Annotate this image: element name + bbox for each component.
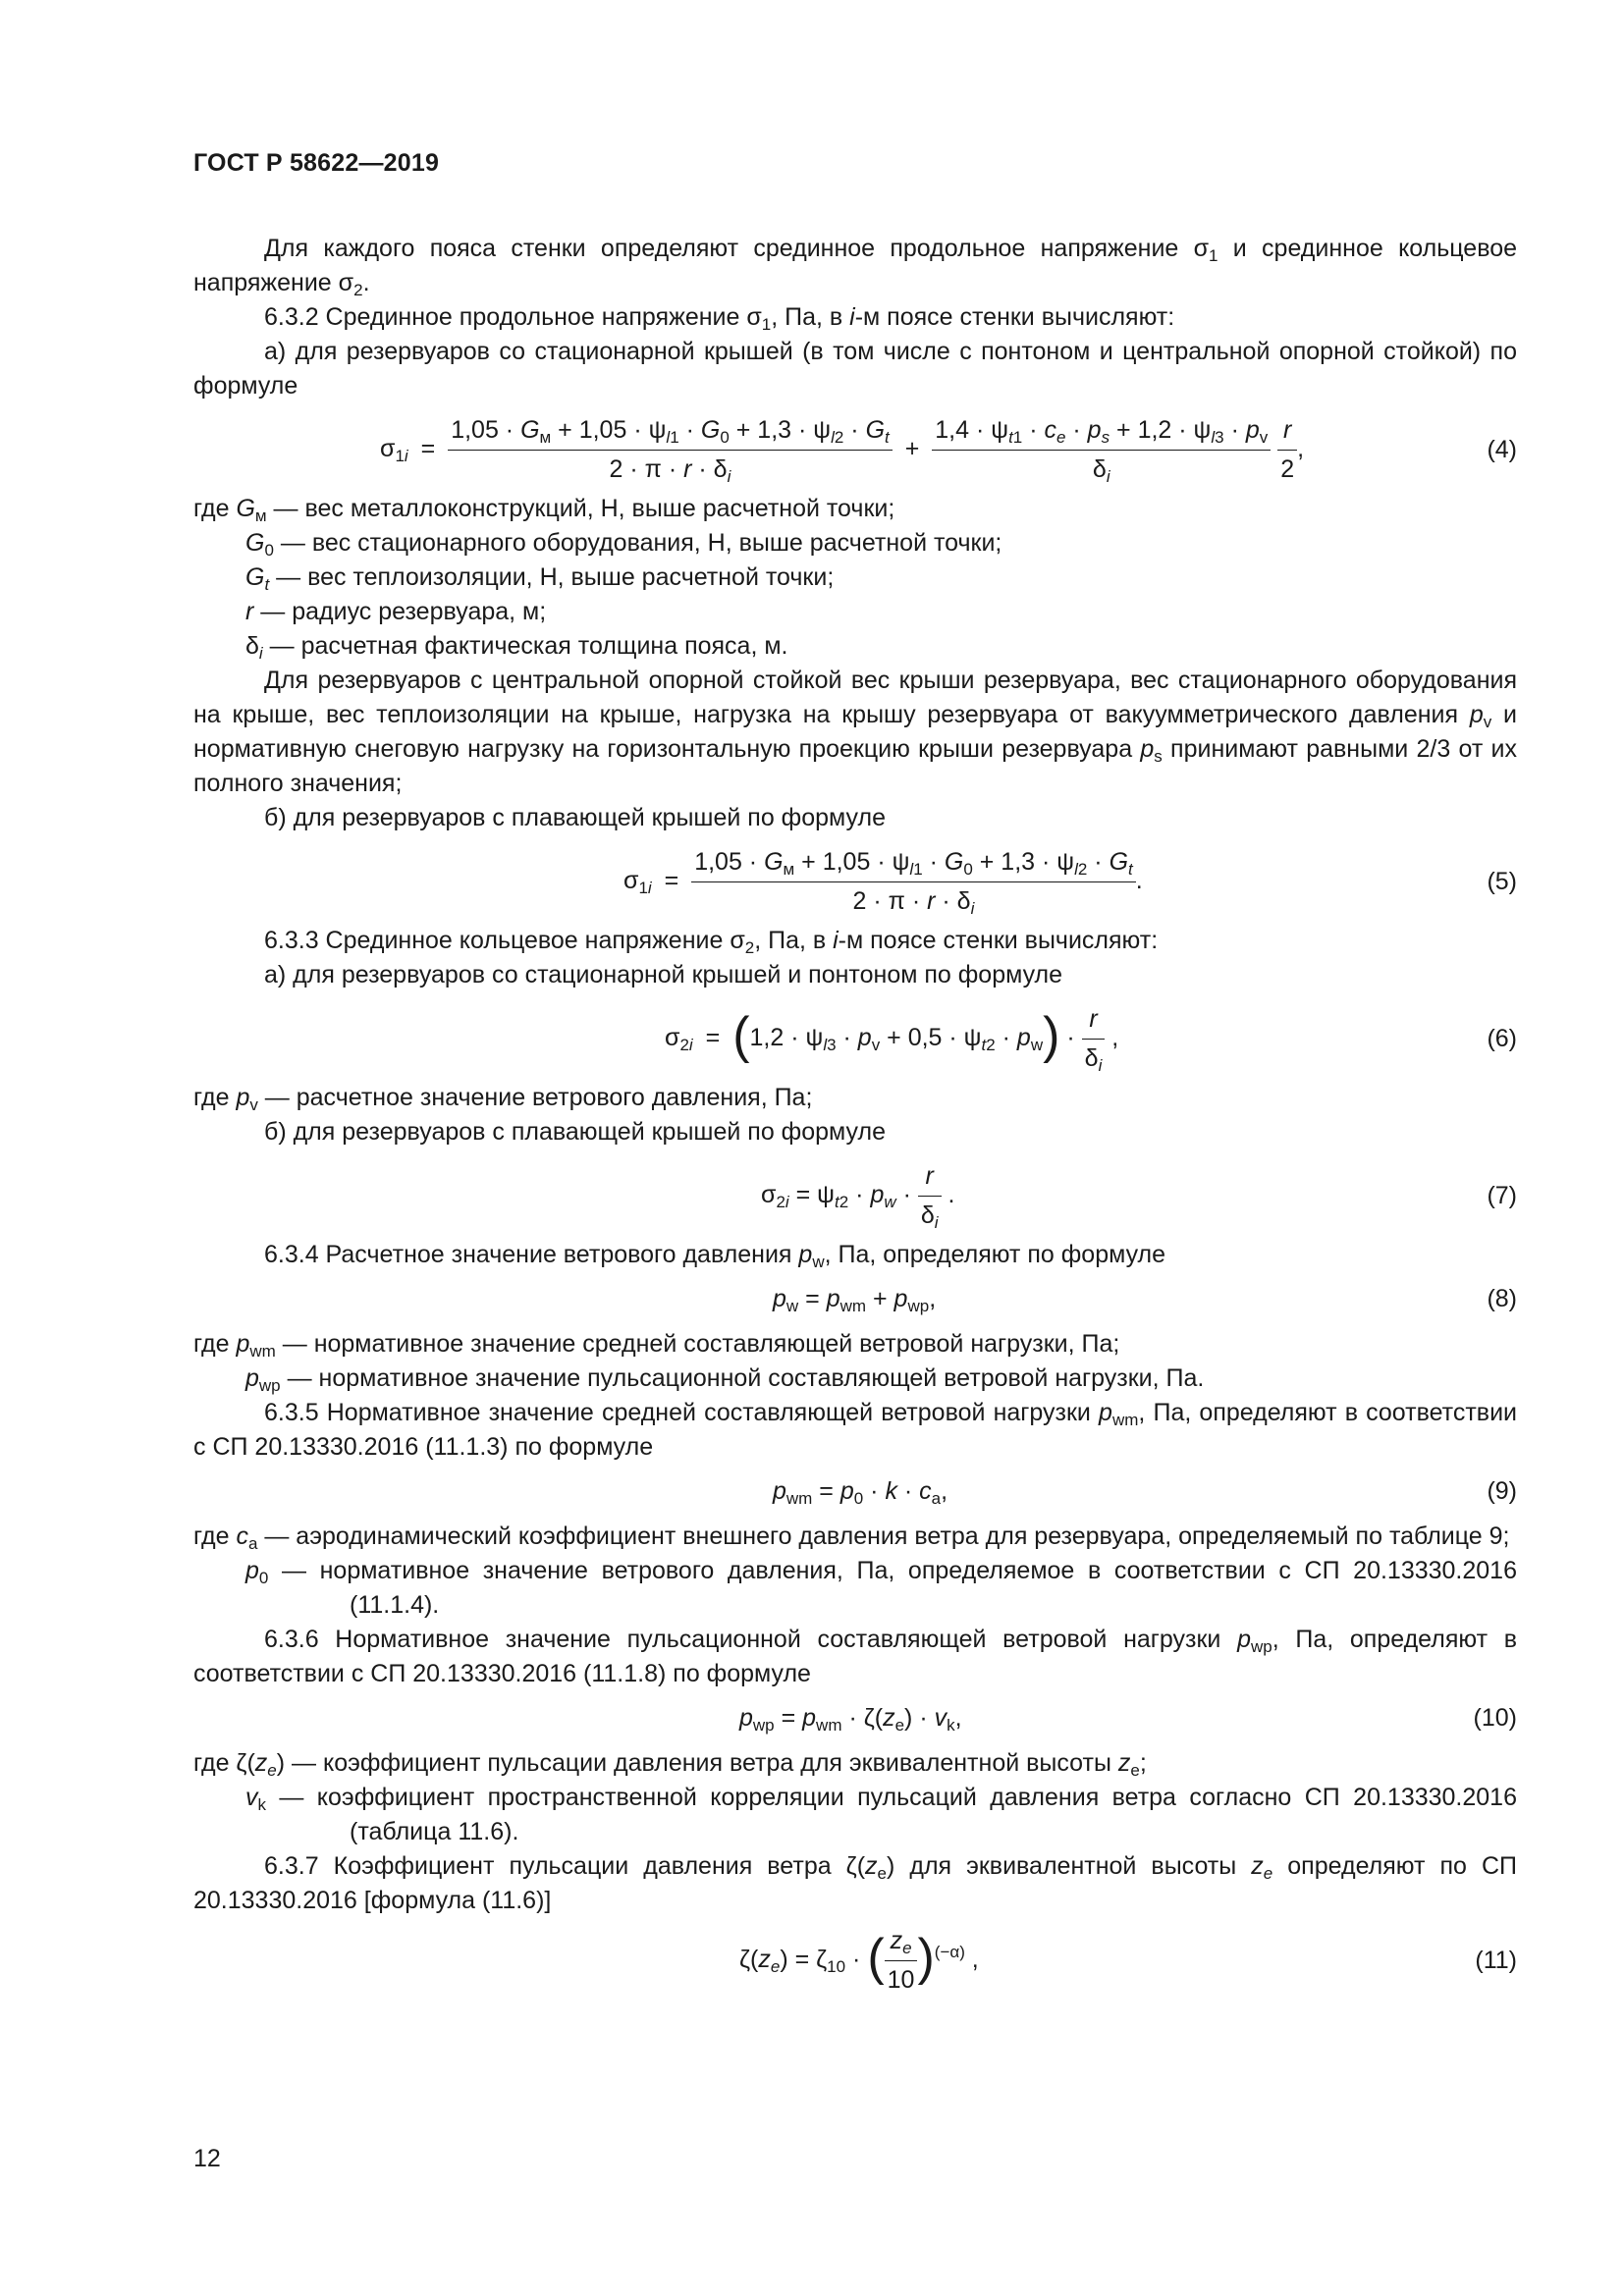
formula-6: $\sigma_{2i} = (1,2 \cdot \psi_{l3} \cdot p_v + 0,5 \cdot \psi_{t2} \cdot p_w)$ · $\frac{r}{\delta_i}$ , (6) — [193, 1002, 1517, 1071]
paragraph-b-floating-2: б) для резервуаров с плавающей крышей по формуле — [264, 1118, 886, 1146]
where-list-4: где $G_м$ — вес металлоконструкций, Н, выше расчетной точки; — [193, 495, 895, 525]
paragraph-6-3-5: 6.3.5 Нормативное значение средней составляющей ветровой нагрузки $p_{wm}$, Па, определяют в соответствии с СП 20.13330.2016 (11.1.3) по формуле — [193, 1399, 1518, 1461]
formula-8-number: (8) — [1487, 1285, 1517, 1312]
where-vk: $v_k$ — коэффициент пространственной корреляции пульсаций давления ветра согласно СП 20.13330.2016 (таблица 11.6). — [245, 1784, 1517, 1845]
where-pwp: $p_{wp}$ — нормативное значение пульсационной составляющей ветровой нагрузки, Па. — [245, 1364, 1205, 1395]
paragraph-6-3-6: 6.3.6 Нормативное значение пульсационной составляющей ветровой нагрузки $p_{wp}$, Па, определяют в соответствии с СП 20.13330.2016 (11.1.8) по формуле — [193, 1626, 1517, 1687]
formula-10-number: (10) — [1473, 1704, 1517, 1732]
formula-8: $p_w = p_{wm} + p_{wp}$, (8) — [193, 1276, 1517, 1323]
where-r: r — радиус резервуара, м; — [245, 598, 547, 625]
formula-4-number: (4) — [1487, 436, 1517, 463]
page-number: 12 — [193, 2145, 221, 2172]
formula-5: $\sigma_{1i}$ = $\frac{1,05 \cdot G_м + 1,05 \cdot \psi_{l1} \cdot G_0 + 1,3 \cdot \psi_{l2} \cdot G_t}{2 \cdot \pi \cdot r \cdot \delta_i}$ . (5) — [193, 845, 1517, 914]
where-delta: $\delta_i$ — расчетная фактическая толщина пояса, м. — [245, 632, 788, 663]
formula-5-number: (5) — [1487, 868, 1517, 895]
paragraph-a-stationary: а) для резервуаров со стационарной крышей (в том числе с понтоном и центральной опорной стойкой) по формуле — [193, 338, 1517, 400]
paragraph-a-pontoon: а) для резервуаров со стационарной крышей и понтоном по формуле — [264, 961, 1063, 988]
document-body — [193, 232, 1518, 1994]
formula-9-number: (9) — [1487, 1477, 1517, 1505]
where-gt: $G_t$ — вес теплоизоляции, Н, выше расчетной точки; — [245, 563, 835, 594]
where-p0: $p_0$ — нормативное значение ветрового давления, Па, определяемое в соответствии с СП 20.13330.2016 (11.1.4). — [245, 1557, 1517, 1619]
paragraph-6-3-3: 6.3.3 Срединное кольцевое напряжение $\sigma_2$, Па, в i-м поясе стенки вычисляют: — [264, 927, 1159, 957]
formula-9: $p_{wm} = p_0 \cdot k \cdot c_a$, (9) — [193, 1468, 1517, 1516]
paragraph-support-column: Для резервуаров с центральной опорной стойкой вес крыши резервуара, вес стационарного оборудования на крыше, вес теплоизоляции на крыше, нагрузка на крышу резервуара от вакуумметрического давления $p_v$ и нормативную снеговую нагрузку на горизонтальную проекцию крыши резервуара $p_s$ принимают равными 2/3 от их полного значения; — [193, 667, 1518, 797]
paragraph-6-3-4: 6.3.4 Расчетное значение ветрового давления $p_w$, Па, определяют по формуле — [264, 1241, 1166, 1271]
formula-6-number: (6) — [1487, 1025, 1517, 1052]
paragraph-b-floating: б) для резервуаров с плавающей крышей по формуле — [264, 804, 886, 831]
formula-7-number: (7) — [1487, 1182, 1517, 1209]
where-zeta: где $\zeta(z_e)$ — коэффициент пульсации давления ветра для эквивалентной высоты $z_e$; — [193, 1749, 1147, 1780]
formula-11: $\zeta(z_e) = \zeta_{10}$ · ( $\frac{z_e}{10}$ )$^{(-\alpha)}$ , (11) — [193, 1924, 1517, 1983]
where-pv: где $p_v$ — расчетное значение ветрового давления, Па; — [193, 1084, 813, 1114]
where-ca: где $c_a$ — аэродинамический коэффициент внешнего давления ветра для резервуара, определяемый по таблице 9; — [193, 1522, 1510, 1553]
formula-10: $p_{wp} = p_{wm} \cdot \zeta(z_e) \cdot v_k$, (10) — [193, 1695, 1517, 1742]
where-g0: $G_0$ — вес стационарного оборудования, Н, выше расчетной точки; — [245, 529, 1002, 560]
paragraph-1: Для каждого пояса стенки определяют срединное продольное напряжение $\sigma_1$ и срединное кольцевое напряжение $\sigma_2$. — [193, 235, 1517, 299]
paragraph-6-3-7: 6.3.7 Коэффициент пульсации давления ветра $\zeta(z_e)$ для эквивалентной высоты $z_e$ определяют по СП 20.13330.2016 [формула (11.6)] — [193, 1852, 1517, 1914]
formula-7: $\sigma_{2i} = \psi_{t2} \cdot p_w$ · $\frac{r}{\delta_i}$ . (7) — [193, 1159, 1517, 1228]
formula-11-number: (11) — [1475, 1947, 1517, 1974]
where-pwm: где $p_{wm}$ — нормативное значение средней составляющей ветровой нагрузки, Па; — [193, 1330, 1120, 1361]
paragraph-6-3-2: 6.3.2 Срединное продольное напряжение $\sigma_1$, Па, в i-м поясе стенки вычисляют: — [264, 303, 1175, 334]
document-header: ГОСТ Р 58622—2019 — [193, 149, 440, 177]
formula-4: $\sigma_{1i}$ = $\frac{1,05 \cdot G_м + 1,05 \cdot \psi_{l1} \cdot G_0 + 1,3 \cdot \psi_{l2} \cdot G_t}{2 \cdot \pi \cdot r \cdot \delta_i}$ + $\frac{1,4 \cdot \psi_{t1} \cdot c_e \cdot p_s + 1,2 \cdot \psi_{l3} \cdot p_v}{\delta_i}$ $\frac{r}{2}$ , (4) — [193, 413, 1517, 482]
